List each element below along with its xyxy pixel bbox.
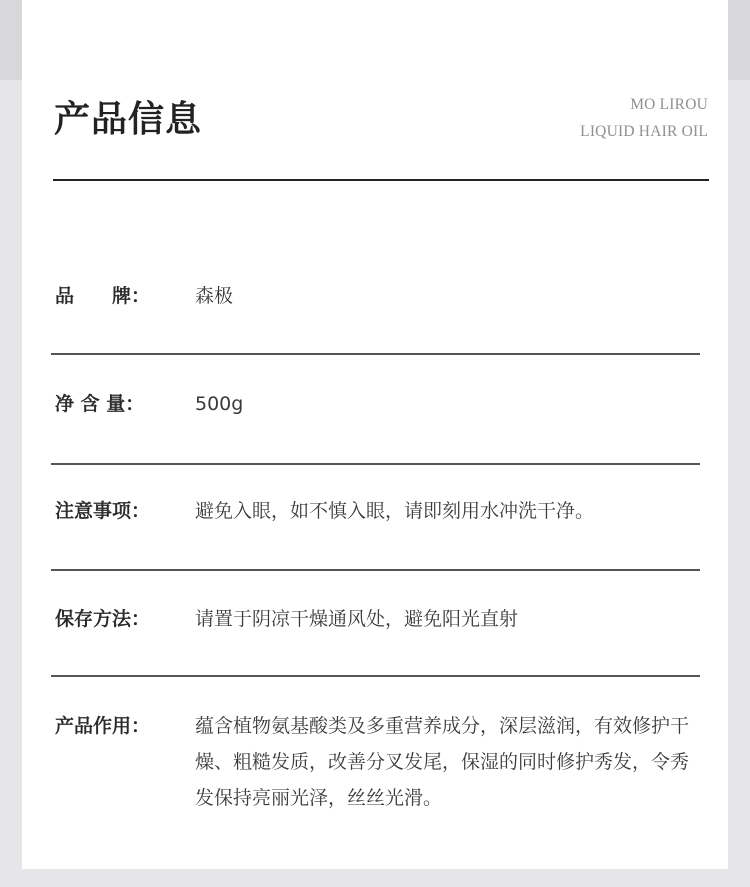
background-panel-right <box>728 0 750 80</box>
product-type-line: LIQUID HAIR OIL <box>580 123 708 140</box>
brand-value: 森极 <box>195 285 234 307</box>
background-panel-left <box>0 0 22 80</box>
page-title: 产品信息 <box>54 98 203 140</box>
row-divider <box>51 675 700 677</box>
row-divider <box>51 569 700 571</box>
title-underline <box>53 179 709 181</box>
precautions-value: 避免入眼，如不慎入眼，请即刻用水冲洗干净。 <box>195 500 595 522</box>
effects-label: 产品作用： <box>55 715 151 737</box>
storage-value: 请置于阴凉干燥通风处，避免阳光直射 <box>195 608 519 630</box>
brand-name-line: MO LIROU <box>630 96 708 113</box>
effects-value: 蕴含植物氨基酸类及多重营养成分，深层滋润，有效修护干燥、粗糙发质，改善分叉发尾，保湿的同时修护秀发，令秀发保持亮丽光泽，丝丝光滑。 <box>195 715 690 809</box>
storage-label: 保存方法： <box>55 608 151 630</box>
row-divider <box>51 463 700 465</box>
row-divider <box>51 353 700 355</box>
product-info-card <box>22 0 728 869</box>
precautions-label: 注意事项： <box>55 500 151 522</box>
brand-label: 品 牌： <box>55 285 151 307</box>
net-content-value: 500g <box>195 393 244 415</box>
brand-english-name <box>580 91 708 145</box>
net-content-label: 净 含 量： <box>55 393 145 415</box>
